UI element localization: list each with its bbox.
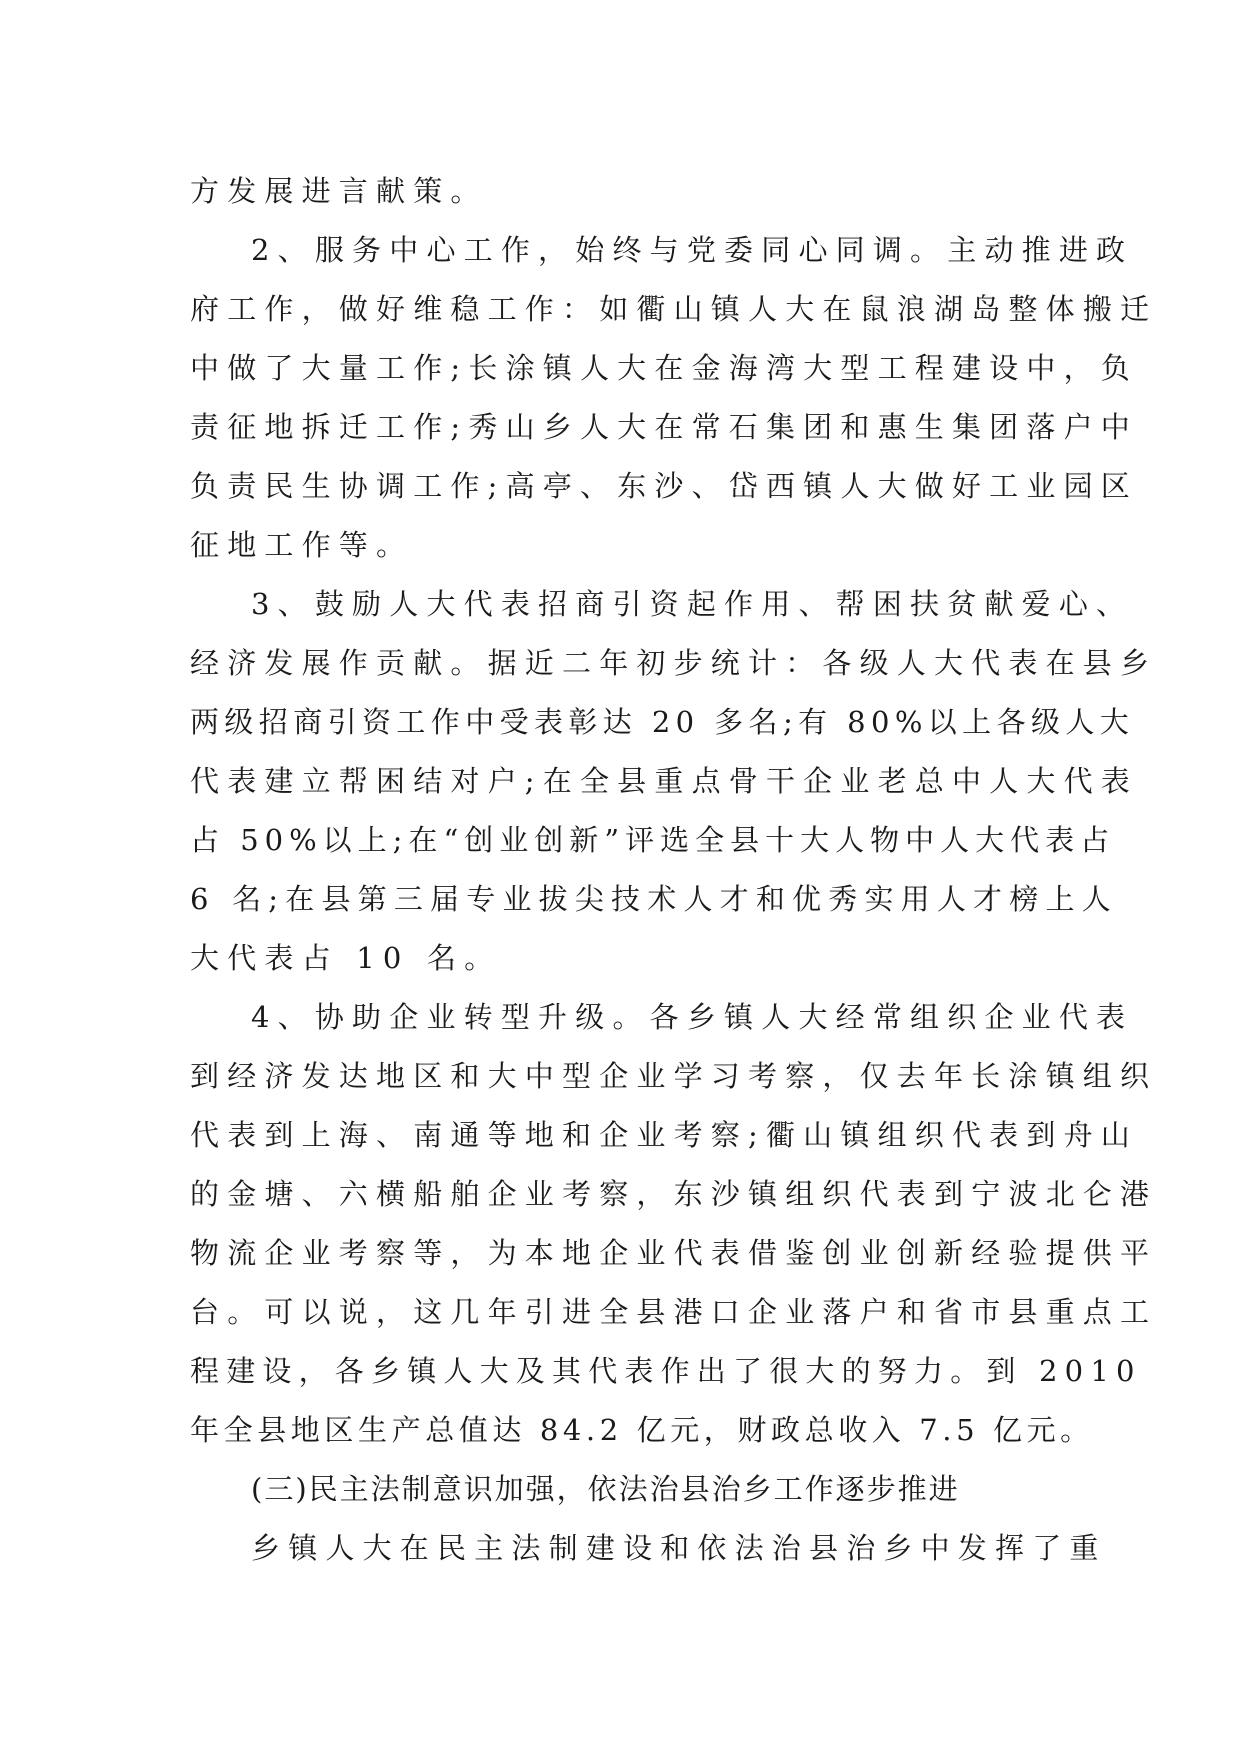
text-line: 程建设，各乡镇人大及其代表作出了很大的努力。到 2010 — [190, 1354, 1142, 1388]
text-line: 两级招商引资工作中受表彰达 20 多名;有 80%以上各级人大 — [190, 705, 1135, 739]
text-line: 经济发展作贡献。据近二年初步统计：各级人大代表在县乡 — [190, 646, 1158, 680]
text-line: 6 名;在县第三届专业拔尖技术人才和优秀实用人才榜上人 — [190, 882, 1118, 916]
text-line: 征地工作等。 — [190, 528, 414, 562]
body-text — [190, 162, 1158, 1578]
text-line: 代表到上海、南通等地和企业考察;衢山镇组织代表到舟山 — [190, 1118, 1138, 1152]
text-line: 大代表占 10 名。 — [190, 941, 502, 975]
paragraph-4-start: 4、协助企业转型升级。各乡镇人大经常组织企业代表 — [251, 1000, 1134, 1034]
text-line: 到经济发达地区和大中型企业学习考察，仅去年长涂镇组织 — [190, 1059, 1158, 1093]
text-line: 责征地拆迁工作;秀山乡人大在常石集团和惠生集团落户中 — [190, 410, 1138, 444]
paragraph-2-start: 2、服务中心工作，始终与党委同心同调。主动推进政 — [251, 233, 1134, 267]
text-line: 负责民生协调工作;高亭、东沙、岱西镇人大做好工业园区 — [190, 469, 1138, 503]
text-line: 的金塘、六横船舶企业考察，东沙镇组织代表到宁波北仑港 — [190, 1177, 1158, 1211]
text-line: 中做了大量工作;长涂镇人大在金海湾大型工程建设中，负 — [190, 351, 1138, 385]
text-line: 年全县地区生产总值达 84.2 亿元，财政总收入 7.5 亿元。 — [190, 1413, 1094, 1447]
paragraph-5-start: 乡镇人大在民主法制建设和依法治县治乡中发挥了重 — [251, 1531, 1107, 1565]
text-line: 方发展进言献策。 — [190, 174, 488, 208]
paragraph-3-start: 3、鼓励人大代表招商引资起作用、帮困扶贫献爱心、 — [251, 587, 1134, 621]
text-line: 代表建立帮困结对户;在全县重点骨干企业老总中人大代表 — [190, 764, 1138, 798]
text-line: 台。可以说，这几年引进全县港口企业落户和省市县重点工 — [190, 1295, 1158, 1329]
text-line: 占 50%以上;在“创业创新”评选全县十大人物中人大代表占 — [190, 823, 1116, 857]
section-heading: (三)民主法制意识加强，依法治县治乡工作逐步推进 — [251, 1472, 960, 1506]
text-line: 物流企业考察等，为本地企业代表借鉴创业创新经验提供平 — [190, 1236, 1158, 1270]
text-line: 府工作，做好维稳工作：如衢山镇人大在鼠浪湖岛整体搬迁 — [190, 292, 1158, 326]
